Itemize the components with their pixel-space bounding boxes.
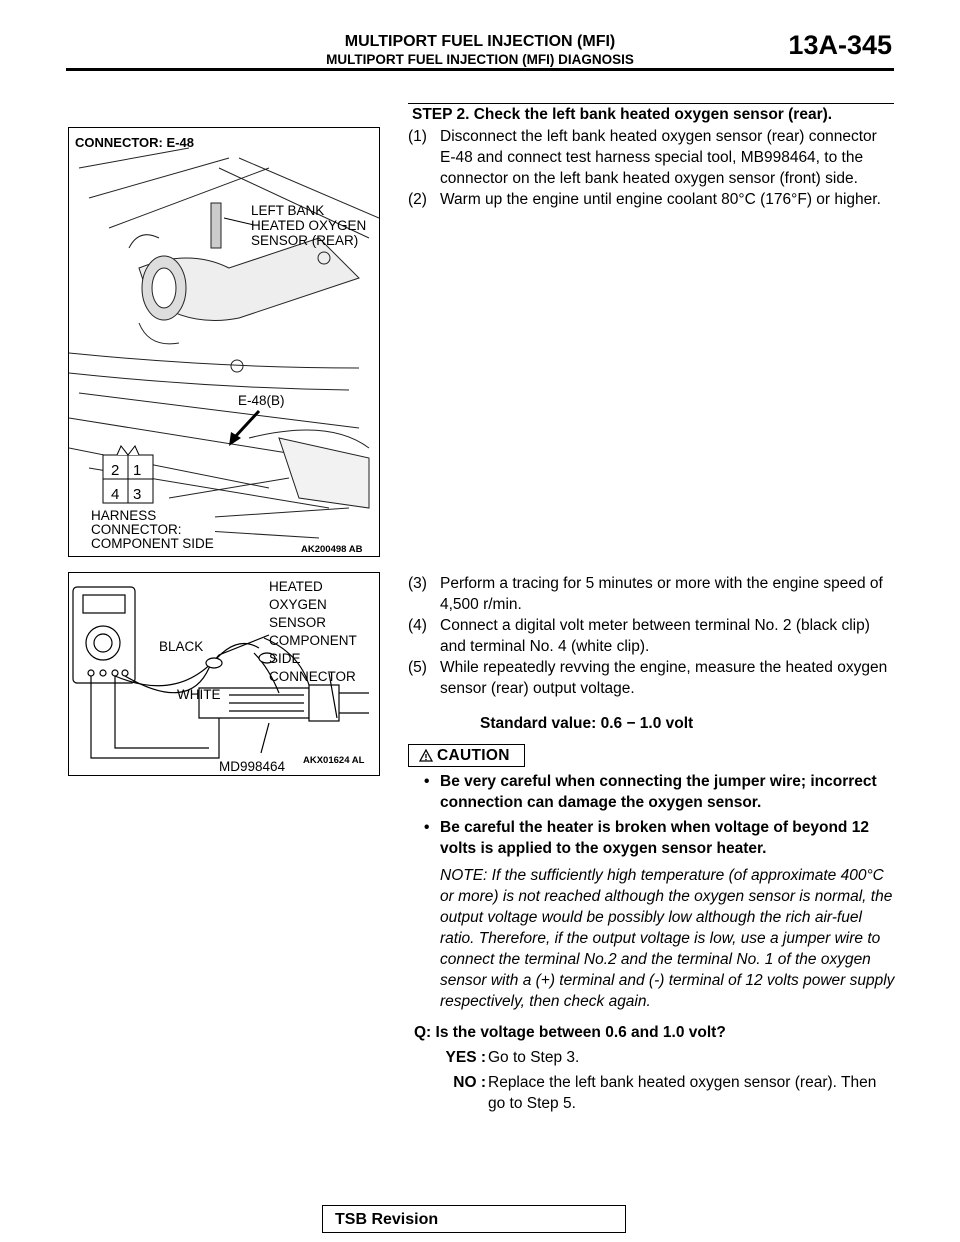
figure-connector-location bbox=[68, 127, 380, 557]
svg-text:1: 1 bbox=[133, 462, 142, 479]
caution-box: CAUTION bbox=[408, 744, 525, 767]
engine-bay-illustration bbox=[69, 128, 379, 556]
procedure-step: (5) While repeatedly revving the engine, measure the heated oxygen sensor (rear) output voltage. bbox=[408, 659, 888, 697]
black-clip-label: BLACK bbox=[159, 639, 204, 654]
answer-yes: YES : Go to Step 3. bbox=[445, 1049, 580, 1066]
step-rule bbox=[408, 103, 894, 104]
tsb-revision-box: TSB Revision bbox=[322, 1205, 626, 1233]
sensor-label-line1: LEFT BANK bbox=[251, 203, 325, 218]
answer-no: NO : Replace the left bank heated oxygen sensor (rear). Then go to Step 5. bbox=[453, 1074, 877, 1112]
connector-title: CONNECTOR: E-48 bbox=[75, 135, 194, 150]
harness-label-line2: CONNECTOR: bbox=[91, 522, 182, 537]
heated-label-line2: OXYGEN bbox=[269, 597, 327, 612]
procedure-part1 bbox=[408, 126, 896, 210]
heated-label-line4: COMPONENT bbox=[269, 633, 357, 648]
procedure-step: (1) Disconnect the left bank heated oxygen sensor (rear) connector E-48 and connect test harness special tool, MB998464, to the connector on the left bank heated oxygen sensor (front) side. bbox=[408, 128, 877, 187]
svg-text:2: 2 bbox=[111, 462, 120, 479]
step-title: STEP 2. Check the left bank heated oxygen sensor (rear). bbox=[412, 106, 833, 123]
section-subtitle: MULTIPORT FUEL INJECTION (MFI) DIAGNOSIS bbox=[326, 52, 634, 67]
white-clip-label: WHITE bbox=[177, 687, 221, 702]
heated-label-line1: HEATED bbox=[269, 579, 323, 594]
warning-icon bbox=[419, 749, 433, 762]
connector-id-label: E-48(B) bbox=[238, 393, 285, 408]
pointer-arrow-icon bbox=[234, 411, 259, 438]
header-rule bbox=[66, 68, 894, 71]
procedure-step: (2) Warm up the engine until engine coolant 80°C (176°F) or higher. bbox=[408, 191, 881, 208]
question: Q: Is the voltage between 0.6 and 1.0 volt? bbox=[414, 1024, 726, 1041]
heated-label-line3: SENSOR bbox=[269, 615, 327, 630]
harness-label-line3: COMPONENT SIDE bbox=[91, 536, 214, 551]
caution-item: • Be very careful when connecting the jumper wire; incorrect connection can damage the oxygen sensor. bbox=[424, 773, 877, 811]
heated-label-line6: CONNECTOR bbox=[269, 669, 356, 684]
figure-voltmeter-connection bbox=[68, 572, 380, 776]
procedure-part2 bbox=[408, 573, 896, 1114]
sensor-label-line2: HEATED OXYGEN bbox=[251, 218, 367, 233]
standard-value: Standard value: 0.6 − 1.0 volt bbox=[480, 715, 694, 732]
figure-code: AK200498 AB bbox=[301, 544, 363, 555]
heated-label-line5: SIDE bbox=[269, 651, 301, 666]
procedure-step: (3) Perform a tracing for 5 minutes or more with the engine speed of 4,500 r/min. bbox=[408, 575, 883, 613]
harness-label-line1: HARNESS bbox=[91, 508, 157, 523]
voltmeter-illustration bbox=[69, 573, 379, 775]
connector-pinout bbox=[103, 446, 153, 503]
figure-code: AKX01624 AL bbox=[303, 755, 365, 766]
note-text: NOTE: If the sufficiently high temperature (of approximate 400°C or more) is not reached although the oxygen sensor is normal, the output voltage would be possibly low although the rich air-fuel ratio. Therefore, if the output voltage is low, use a jumper wire to connect the terminal No.2 and the terminal No. 1 of the oxygen sensor with a (+) terminal and (-) terminal of 12 volts power supply respectively, then check again. bbox=[440, 867, 895, 1010]
procedure-step: (4) Connect a digital volt meter between terminal No. 2 (black clip) and terminal No. 4 (white clip). bbox=[408, 617, 870, 655]
tool-number-label: MD998464 bbox=[219, 759, 286, 774]
svg-text:4: 4 bbox=[111, 486, 120, 503]
sensor-label-line3: SENSOR (REAR) bbox=[251, 233, 359, 248]
caution-item: • Be careful the heater is broken when voltage of beyond 12 volts is applied to the oxygen sensor heater. bbox=[424, 819, 869, 857]
chapter-title: MULTIPORT FUEL INJECTION (MFI) bbox=[344, 33, 616, 50]
page-number: 13A-345 bbox=[788, 30, 892, 60]
svg-text:3: 3 bbox=[133, 486, 142, 503]
